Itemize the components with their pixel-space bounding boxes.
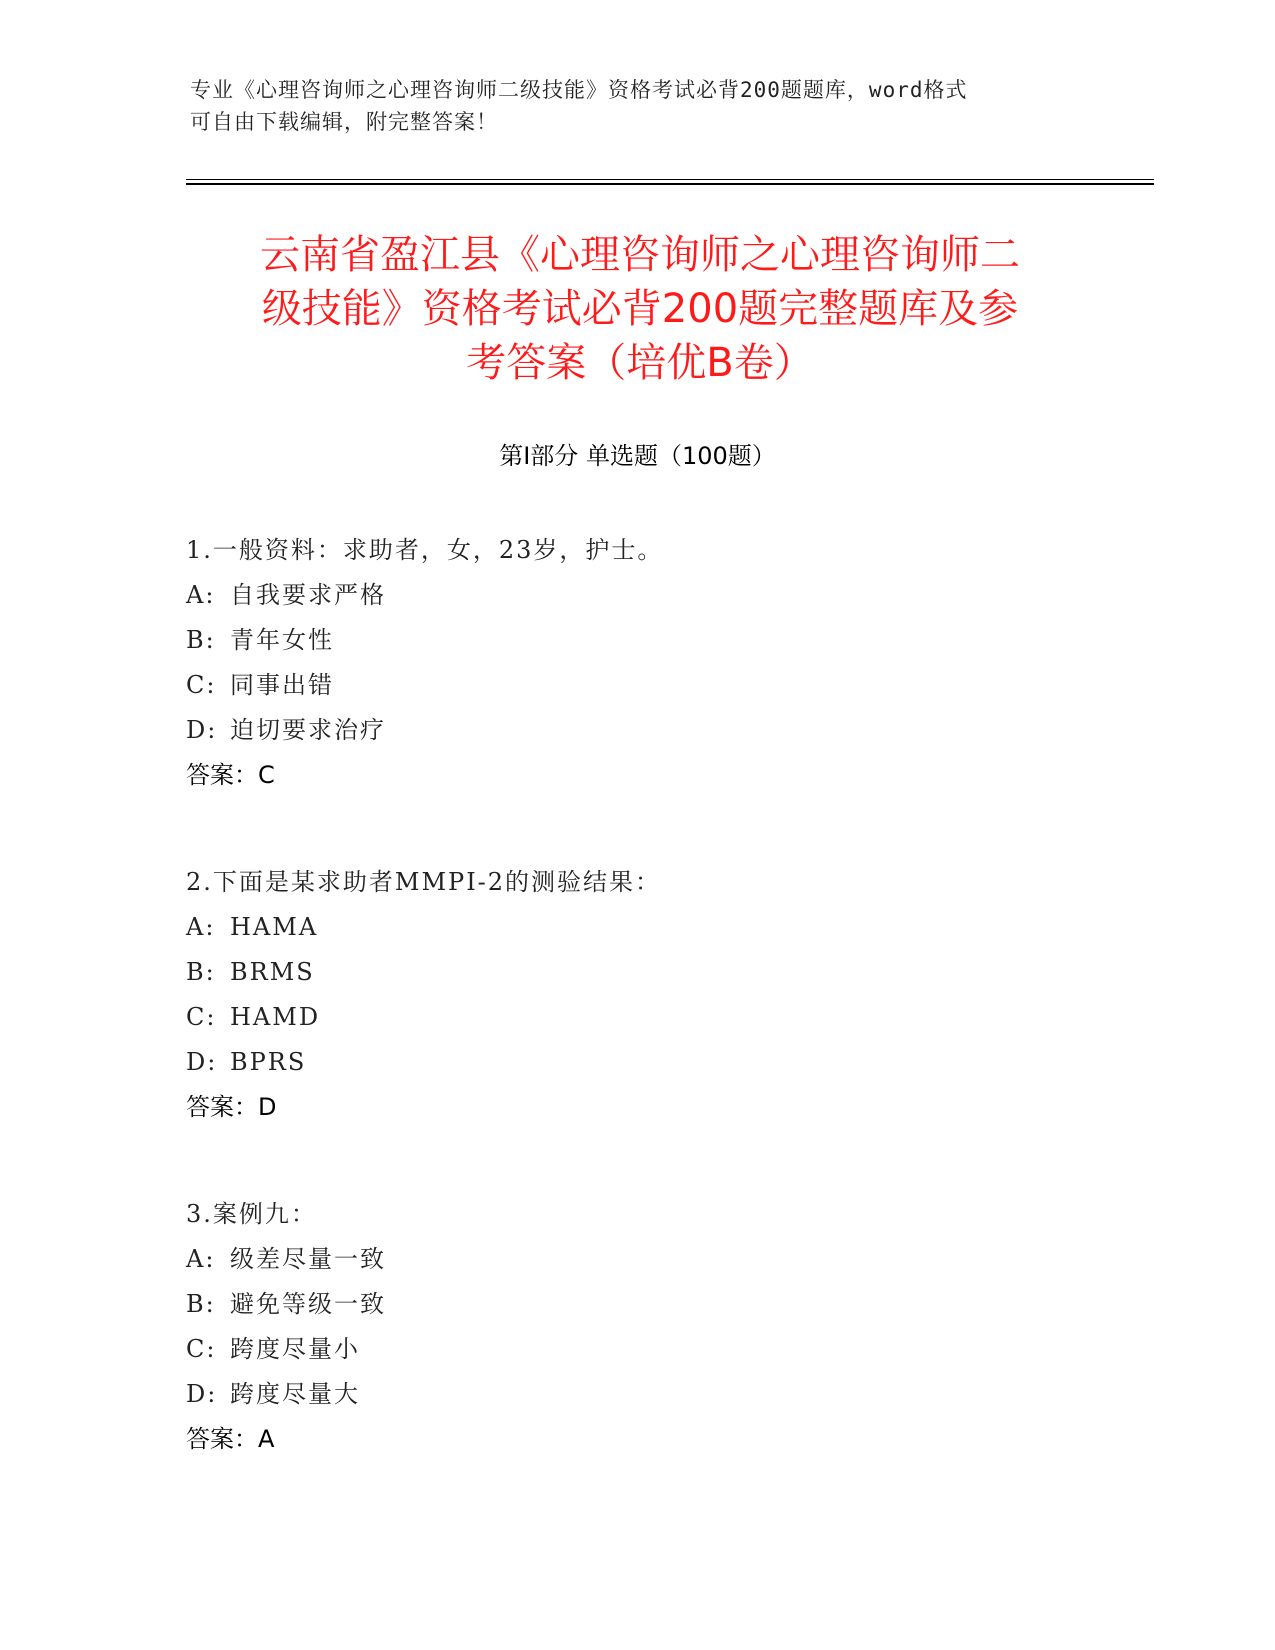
option-a [186, 905, 1086, 950]
document-title-line-3: 考答案（培优B卷） [466, 340, 814, 386]
header-note-line-2: 可自由下载编辑，附完整答案！ [190, 110, 498, 134]
option-key: B: [186, 1290, 216, 1318]
option-d [186, 708, 1086, 753]
option-key: B: [186, 958, 216, 986]
option-d [186, 1040, 1086, 1085]
header-rule-thin [186, 179, 1154, 180]
option-c [186, 1327, 1086, 1372]
document-title [150, 228, 1130, 390]
option-text: 同事出错 [230, 671, 334, 699]
option-text: HAMD [230, 1003, 321, 1031]
question-stem: 2.下面是某求助者MMPI-2的测验结果： [186, 868, 662, 896]
option-text: 跨度尽量小 [230, 1335, 360, 1363]
option-text: 避免等级一致 [230, 1290, 386, 1318]
header-rule-thick [186, 183, 1154, 185]
question-stem: 3.案例九： [186, 1200, 317, 1228]
option-key: C: [186, 671, 217, 699]
option-text: 跨度尽量大 [230, 1380, 360, 1408]
header-note-line-1: 专业《心理咨询师之心理咨询师二级技能》资格考试必背200题题库，word格式 [190, 78, 968, 102]
option-text: 级差尽量一致 [230, 1245, 386, 1273]
document-title-line-2: 级技能》资格考试必背200题完整题库及参 [261, 286, 1019, 332]
document-title-line-1: 云南省盈江县《心理咨询师之心理咨询师二 [260, 232, 1020, 278]
question-stem: 1.一般资料：求助者，女，23岁，护士。 [186, 536, 664, 564]
option-b [186, 1282, 1086, 1327]
answer: 答案：D [186, 1093, 277, 1121]
option-a [186, 573, 1086, 618]
option-key: C: [186, 1335, 217, 1363]
option-key: A: [186, 581, 216, 609]
option-key: A: [186, 913, 216, 941]
option-text: BPRS [230, 1048, 307, 1076]
question-list [186, 528, 1086, 1524]
option-a [186, 1237, 1086, 1282]
answer: 答案：A [186, 1425, 275, 1453]
section-title: 第Ⅰ部分 单选题（100题） [499, 442, 776, 470]
option-text: 自我要求严格 [230, 581, 386, 609]
option-text: 青年女性 [230, 626, 334, 654]
option-text: HAMA [230, 913, 319, 941]
option-b [186, 950, 1086, 995]
option-key: C: [186, 1003, 217, 1031]
option-b [186, 618, 1086, 663]
question-3 [186, 1192, 1086, 1462]
answer: 答案：C [186, 761, 275, 789]
option-key: A: [186, 1245, 216, 1273]
header-note [190, 74, 1070, 138]
option-key: D: [186, 1380, 218, 1408]
option-d [186, 1372, 1086, 1417]
option-key: D: [186, 716, 218, 744]
option-key: D: [186, 1048, 218, 1076]
question-2 [186, 860, 1086, 1130]
option-c [186, 995, 1086, 1040]
question-1 [186, 528, 1086, 798]
option-key: B: [186, 626, 216, 654]
option-c [186, 663, 1086, 708]
option-text: 迫切要求治疗 [230, 716, 386, 744]
option-text: BRMS [230, 958, 315, 986]
